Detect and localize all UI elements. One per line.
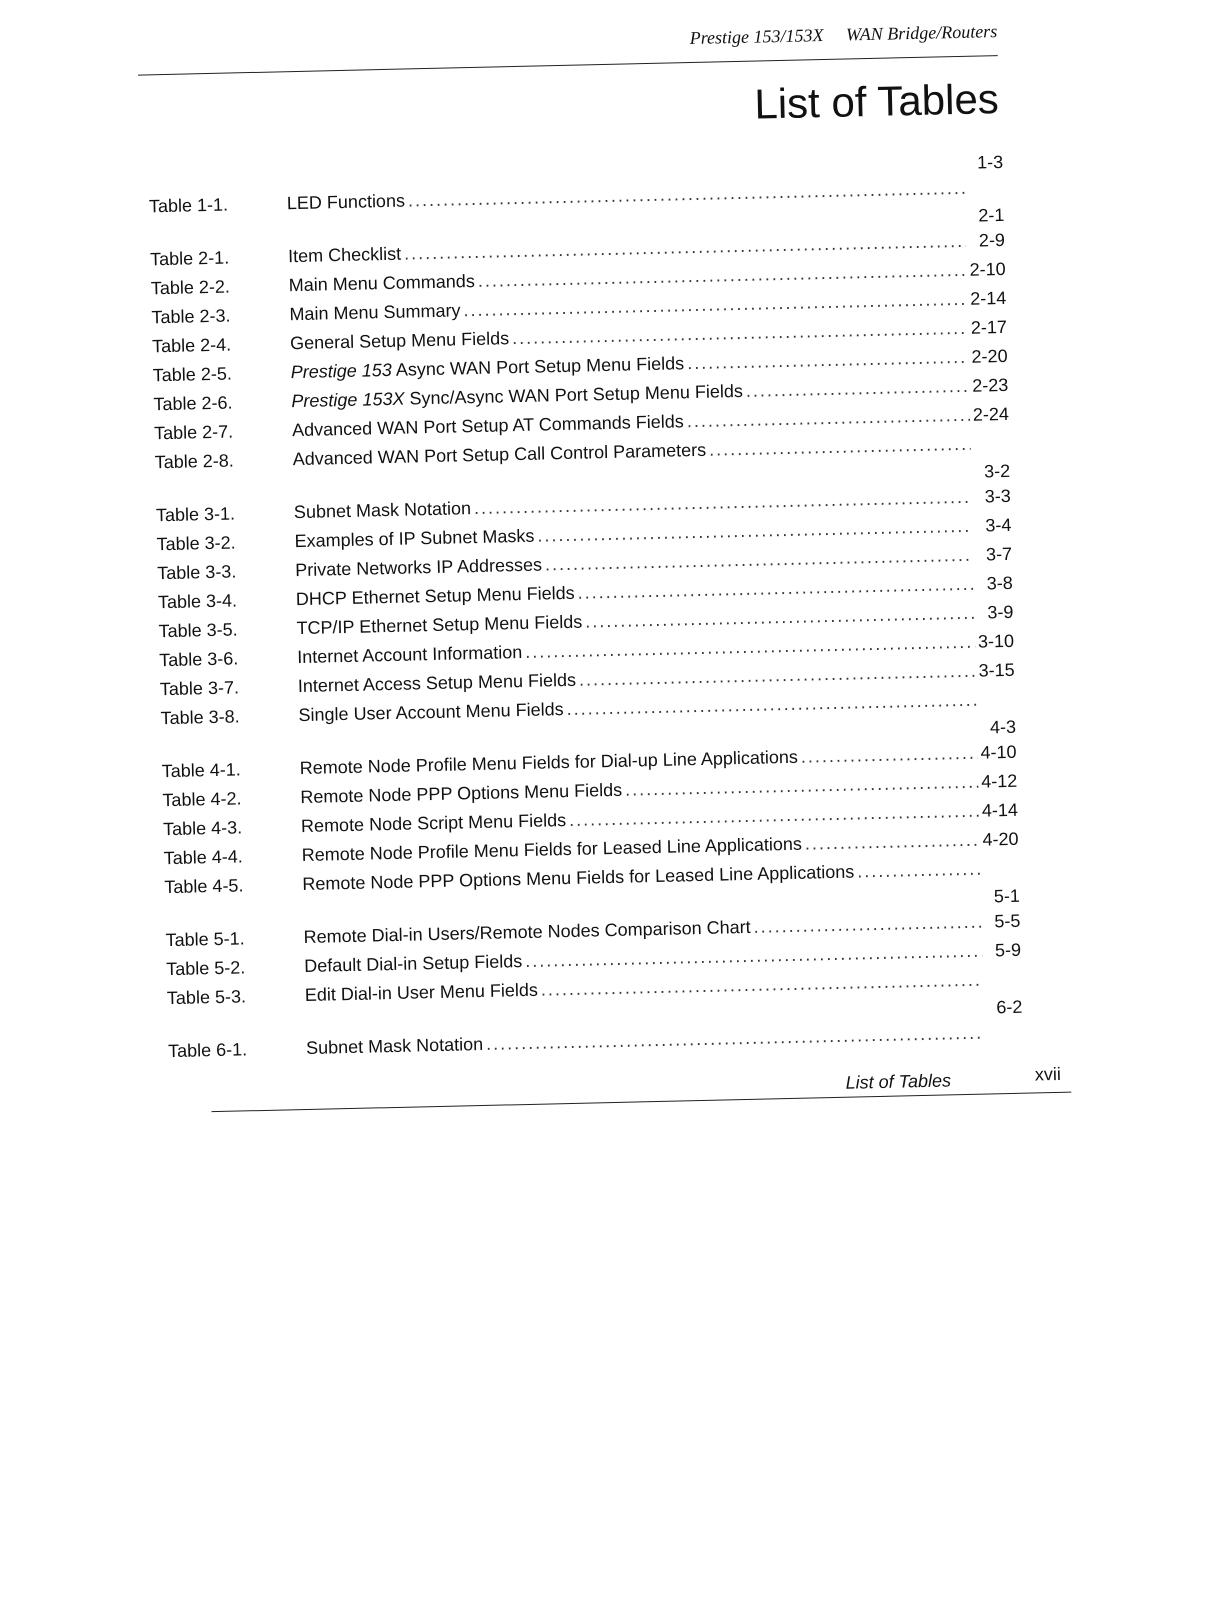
header-rule: [138, 55, 998, 76]
table-title-text: Remote Node PPP Options Menu Fields: [300, 779, 623, 808]
table-title-text: Subnet Mask Notation: [293, 498, 472, 523]
page-reference: [986, 985, 1022, 986]
table-title: [298, 695, 564, 730]
chapter-start-page: 1-3: [976, 151, 1004, 173]
table-title-text: Internet Account Information: [296, 642, 523, 668]
table-number: Table 2-5.: [152, 363, 233, 386]
page-reference: 2-20: [971, 345, 1008, 367]
table-number: Table 3-6.: [159, 648, 239, 671]
page-reference: 3-15: [978, 659, 1015, 681]
page-reference: 3-4: [985, 514, 1012, 536]
page-reference: 4-12: [980, 770, 1018, 792]
table-title-product: Prestige 153: [290, 359, 393, 383]
table-number: Table 3-1.: [155, 503, 236, 526]
table-number: Table 2-1.: [149, 247, 230, 270]
table-title-text: Internet Access Setup Menu Fields: [297, 669, 577, 697]
running-header: [547, 21, 997, 52]
table-title-text: Remote Node PPP Options Menu Fields for Leased Line Applications: [302, 861, 855, 895]
table-title-text: Single User Account Menu Fields: [298, 699, 564, 726]
table-number: Table 5-3.: [166, 986, 247, 1009]
table-number: Table 3-5.: [158, 619, 238, 642]
header-product: Prestige 153/153X: [689, 25, 824, 49]
table-title: [306, 1030, 484, 1063]
page-reference: 2-10: [969, 258, 1006, 280]
table-title-text: Examples of IP Subnet Masks: [294, 525, 535, 552]
table-title: [288, 240, 402, 272]
table-title: [289, 296, 461, 329]
table-number: Table 3-8.: [160, 706, 240, 729]
table-title: [287, 187, 406, 219]
page-reference: 2-17: [970, 316, 1008, 338]
header-subtitle: WAN Bridge/Routers: [845, 21, 998, 45]
page-reference: 2-23: [971, 374, 1009, 396]
table-title-text: Remote Node Script Menu Fields: [300, 810, 567, 837]
page-reference: [979, 705, 1015, 706]
chapter-start-page: 5-1: [993, 885, 1021, 907]
table-number: Table 3-3.: [157, 561, 237, 584]
page-reference: 5-9: [994, 939, 1022, 961]
chapter-group: [161, 716, 1020, 902]
table-number: Table 2-8.: [154, 450, 235, 473]
chapter-group: [149, 204, 1010, 477]
page-reference: 3-3: [984, 485, 1011, 507]
table-number: Table 4-1.: [161, 759, 242, 782]
page-reference: 5-5: [994, 910, 1021, 932]
page-reference: [983, 874, 1019, 875]
dot-leader: [805, 826, 980, 859]
table-title-text: Remote Node Profile Menu Fields for Leased Line Applications: [301, 833, 803, 866]
page-reference: [974, 449, 1010, 450]
table-number: Table 5-1.: [165, 928, 245, 951]
page-reference: 2-24: [972, 403, 1010, 425]
footer-rule: [211, 1092, 1071, 1113]
table-title-text: DHCP Ethernet Setup Menu Fields: [295, 582, 575, 610]
table-title-text: TCP/IP Ethernet Setup Menu Fields: [296, 611, 583, 639]
table-title-text: Item Checklist: [287, 243, 402, 267]
page-reference: [968, 193, 1004, 194]
dot-leader: [857, 855, 981, 887]
footer-title: List of Tables: [845, 1070, 952, 1093]
page-reference: 2-9: [978, 229, 1006, 251]
chapter-start-page: 6-2: [996, 996, 1023, 1018]
page-title: List of Tables: [753, 75, 1000, 128]
table-title-text: Remote Node Profile Menu Fields for Dial-up Line Applications: [299, 746, 799, 779]
table-number: Table 2-2.: [150, 276, 231, 299]
footer-page-number: xvii: [1034, 1063, 1062, 1085]
table-title-text: Async WAN Port Setup Menu Fields: [391, 353, 685, 380]
table-title-text: Remote Dial-in Users/Remote Nodes Comparison Chart: [303, 916, 751, 948]
page-reference: 3-7: [985, 543, 1013, 565]
chapter-group: [155, 460, 1016, 733]
table-number: Table 3-2.: [156, 532, 236, 555]
table-number: Table 2-7.: [153, 421, 234, 444]
dot-leader: [801, 739, 978, 772]
table-title-text: Default Dial-in Setup Fields: [303, 951, 523, 977]
table-title-text: Edit Dial-in User Menu Fields: [304, 979, 539, 1006]
table-list: [148, 151, 1023, 1066]
table-number: Table 3-4.: [157, 590, 238, 613]
table-number: Table 6-1.: [167, 1039, 248, 1062]
table-title-text: Sync/Async WAN Port Setup Menu Fields: [404, 380, 744, 409]
table-number: Table 4-4.: [163, 846, 244, 869]
table-title-text: Private Networks IP Addresses: [295, 554, 543, 581]
table-title-product: Prestige 153X: [291, 388, 405, 412]
page-reference: 3-8: [986, 572, 1013, 594]
page-reference: 3-9: [987, 601, 1014, 623]
table-title-text: General Setup Menu Fields: [289, 328, 510, 354]
table-title-text: Advanced WAN Port Setup Call Control Parameters: [292, 439, 707, 470]
chapter-start-page: 4-3: [989, 716, 1017, 738]
table-title-text: Subnet Mask Notation: [305, 1033, 484, 1059]
page-reference: 2-14: [970, 287, 1007, 309]
table-title-text: LED Functions: [286, 190, 406, 214]
table-title-text: Advanced WAN Port Setup AT Commands Fields: [291, 411, 685, 441]
table-number: Table 2-3.: [151, 305, 231, 328]
table-number: Table 3-7.: [159, 677, 240, 700]
page-reference: 4-20: [982, 828, 1019, 850]
chapter-start-page: 3-2: [983, 460, 1011, 482]
chapter-start-page: 2-1: [978, 204, 1005, 226]
table-title: [288, 267, 475, 300]
dot-leader: [709, 430, 971, 465]
page-reference: [987, 1038, 1023, 1039]
table-title-text: Main Menu Commands: [288, 270, 476, 296]
chapter-group: [165, 885, 1022, 1013]
table-title: [305, 976, 539, 1010]
table-number: Table 1-1.: [148, 194, 229, 217]
table-number: Table 4-3.: [162, 817, 243, 840]
table-number: Table 2-4.: [151, 334, 232, 357]
table-title: [294, 494, 472, 527]
page-reference: 3-10: [977, 630, 1015, 652]
page-reference: 4-10: [980, 741, 1017, 763]
table-number: Table 4-2.: [162, 788, 242, 811]
table-number: Table 2-6.: [153, 392, 233, 415]
page-reference: 4-14: [981, 799, 1019, 821]
table-number: Table 4-5.: [164, 875, 244, 898]
table-number: Table 5-2.: [166, 957, 246, 980]
table-title-text: Main Menu Summary: [289, 300, 461, 325]
